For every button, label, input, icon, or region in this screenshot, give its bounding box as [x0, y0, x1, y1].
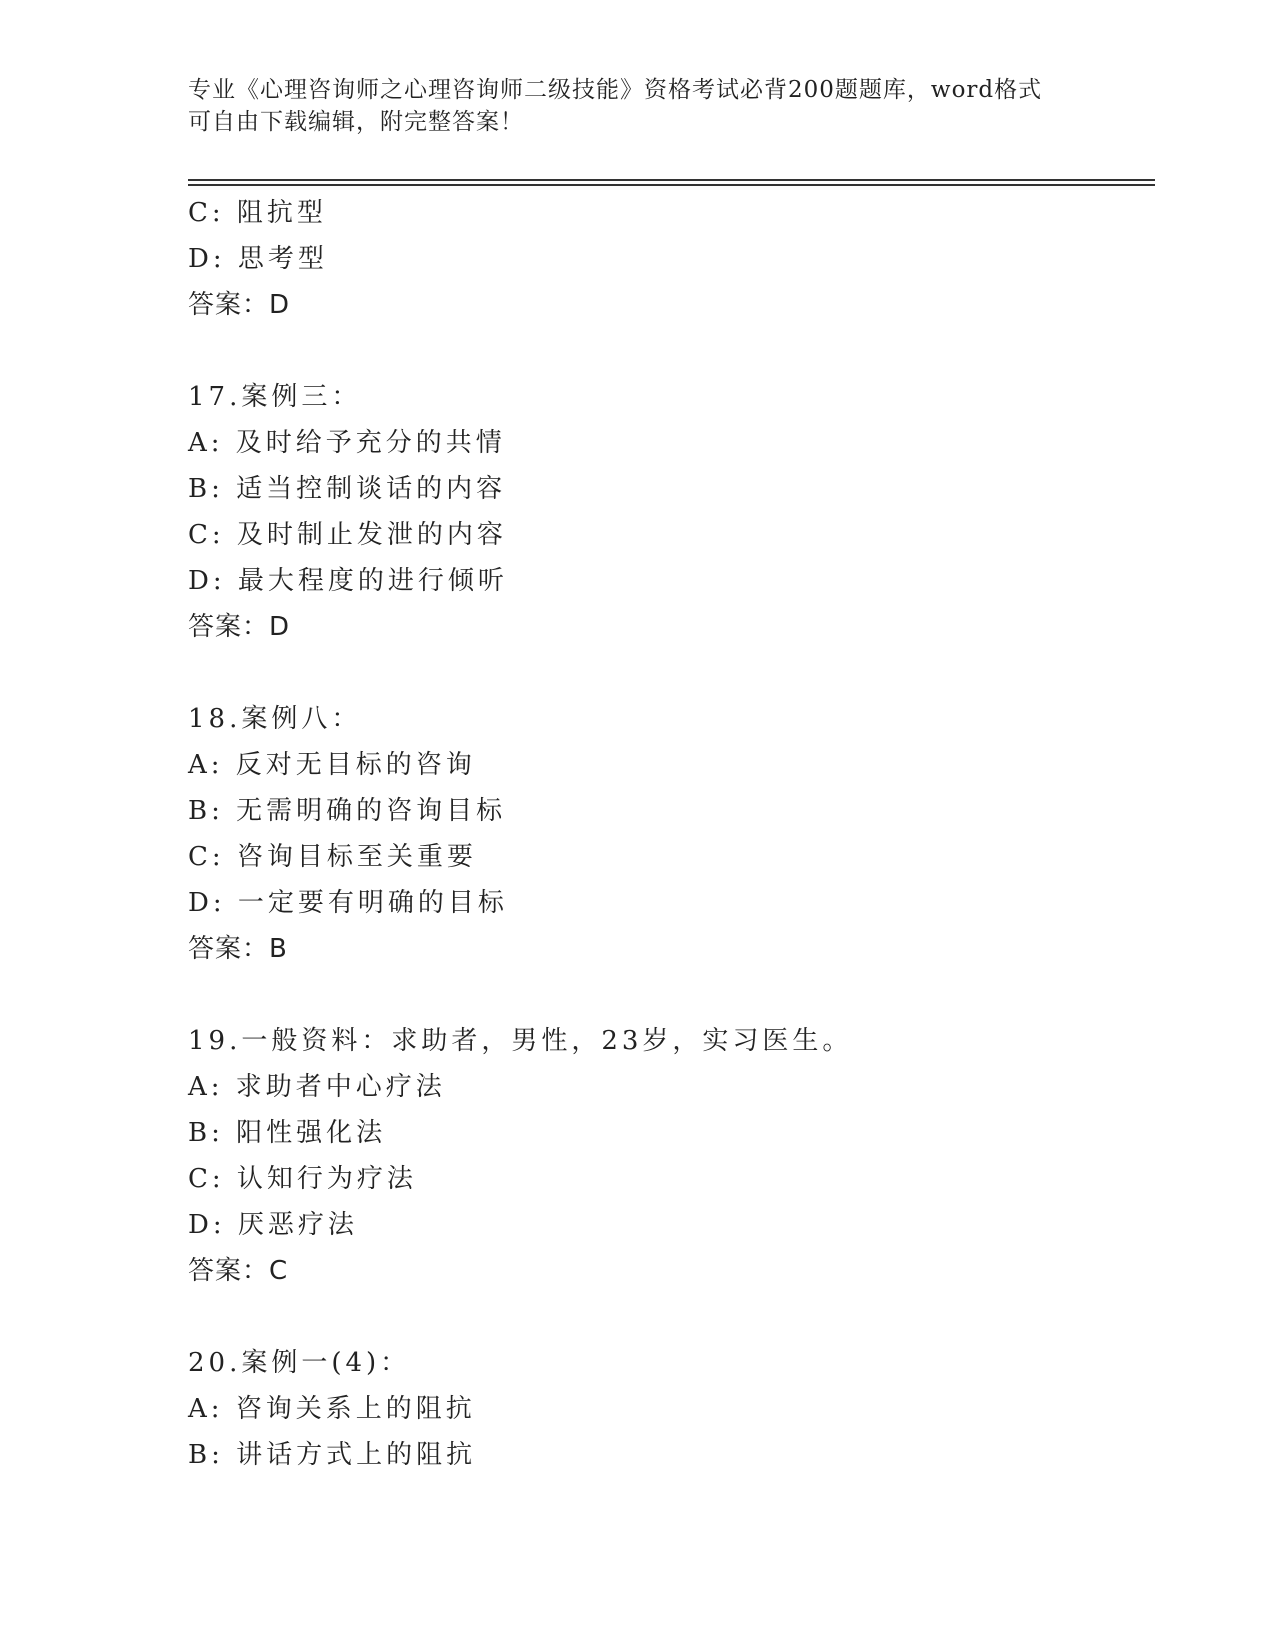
answer-line: 答案：D	[188, 612, 291, 642]
option-d: D: 一定要有明确的目标	[188, 888, 508, 918]
header-divider-top	[188, 179, 1155, 181]
option-c: C: 阻抗型	[188, 198, 327, 228]
option-a: A: 及时给予充分的共情	[188, 428, 506, 458]
option-b: B: 无需明确的咨询目标	[188, 796, 507, 826]
spacer	[188, 328, 1148, 374]
option-d: D: 思考型	[188, 244, 328, 274]
document-header	[188, 74, 1088, 138]
option-c: C: 咨询目标至关重要	[188, 842, 477, 872]
answer-line: 答案：D	[188, 290, 291, 320]
header-line-2: 可自由下载编辑，附完整答案！	[188, 109, 524, 135]
document-body	[188, 190, 1148, 1478]
option-a: A: 咨询关系上的阻抗	[188, 1394, 476, 1424]
question-title: 19.一般资料：求助者，男性，23岁，实习医生。	[188, 1026, 853, 1056]
question-block	[188, 190, 1148, 328]
question-block	[188, 1340, 1148, 1478]
question-block	[188, 1018, 1148, 1294]
answer-line: 答案：B	[188, 934, 288, 964]
answer-line: 答案：C	[188, 1256, 289, 1286]
option-d: D: 最大程度的进行倾听	[188, 566, 508, 596]
header-divider-bottom	[188, 184, 1155, 186]
question-title: 17.案例三：	[188, 382, 362, 412]
option-a: A: 求助者中心疗法	[188, 1072, 446, 1102]
spacer	[188, 650, 1148, 696]
option-b: B: 阳性强化法	[188, 1118, 387, 1148]
option-c: C: 认知行为疗法	[188, 1164, 417, 1194]
question-block	[188, 374, 1148, 650]
question-title: 18.案例八：	[188, 704, 362, 734]
option-b: B: 讲话方式上的阻抗	[188, 1440, 477, 1470]
option-a: A: 反对无目标的咨询	[188, 750, 476, 780]
spacer	[188, 1294, 1148, 1340]
option-b: B: 适当控制谈话的内容	[188, 474, 507, 504]
question-title: 20.案例一(4)：	[188, 1348, 411, 1378]
question-block	[188, 696, 1148, 972]
option-c: C: 及时制止发泄的内容	[188, 520, 507, 550]
option-d: D: 厌恶疗法	[188, 1210, 358, 1240]
spacer	[188, 972, 1148, 1018]
header-line-1: 专业《心理咨询师之心理咨询师二级技能》资格考试必背200题题库，word格式	[188, 77, 1043, 103]
